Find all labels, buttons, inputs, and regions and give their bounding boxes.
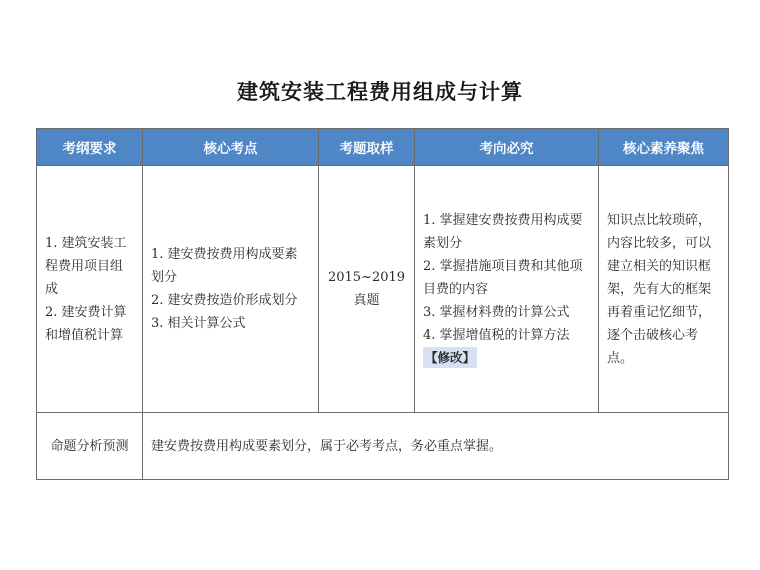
focus-text: 知识点比较琐碎，内容比较多，可以建立相关的知识框架，先有大的框架再着重记忆细节，逐个击破核心考点。 — [607, 212, 712, 366]
prediction-label: 命题分析预测 — [37, 413, 143, 480]
header-core-points: 核心考点 — [143, 129, 319, 166]
header-focus: 核心素养聚焦 — [599, 129, 729, 166]
list-item: 1. 建筑安装工程费用项目组成 — [45, 235, 127, 297]
table-row — [37, 166, 729, 413]
core-points-cell — [143, 166, 319, 413]
edit-tag: 【修改】 — [423, 347, 477, 368]
list-item: 1. 建安费按费用构成要素划分 — [151, 247, 298, 285]
sample-text: 2015~2019真题 — [327, 270, 406, 308]
prediction-text: 建安费按费用构成要素划分，属于必考考点，务必重点掌握。 — [143, 413, 729, 480]
directions-cell — [415, 166, 599, 413]
list-item: 4. 掌握增值税的计算方法 — [423, 327, 570, 343]
list-item: 1. 掌握建安费按费用构成要素划分 — [423, 212, 583, 251]
header-requirements: 考纲要求 — [37, 129, 143, 166]
table-header-row — [37, 129, 729, 166]
requirements-cell — [37, 166, 143, 413]
list-item: 3. 掌握材料费的计算公式 — [423, 304, 570, 320]
prediction-row — [37, 413, 729, 480]
header-directions: 考向必究 — [415, 129, 599, 166]
sample-cell — [319, 166, 415, 413]
header-sample: 考题取样 — [319, 129, 415, 166]
exam-outline-table — [36, 128, 729, 480]
list-item: 2. 建安费计算和增值税计算 — [45, 304, 127, 343]
list-item: 2. 掌握措施项目费和其他项目费的内容 — [423, 258, 583, 297]
list-item: 2. 建安费按造价形成划分 — [151, 293, 298, 308]
page-title: 建筑安装工程费用组成与计算 — [237, 80, 523, 104]
list-item: 3. 相关计算公式 — [151, 316, 246, 331]
focus-cell — [599, 166, 729, 413]
